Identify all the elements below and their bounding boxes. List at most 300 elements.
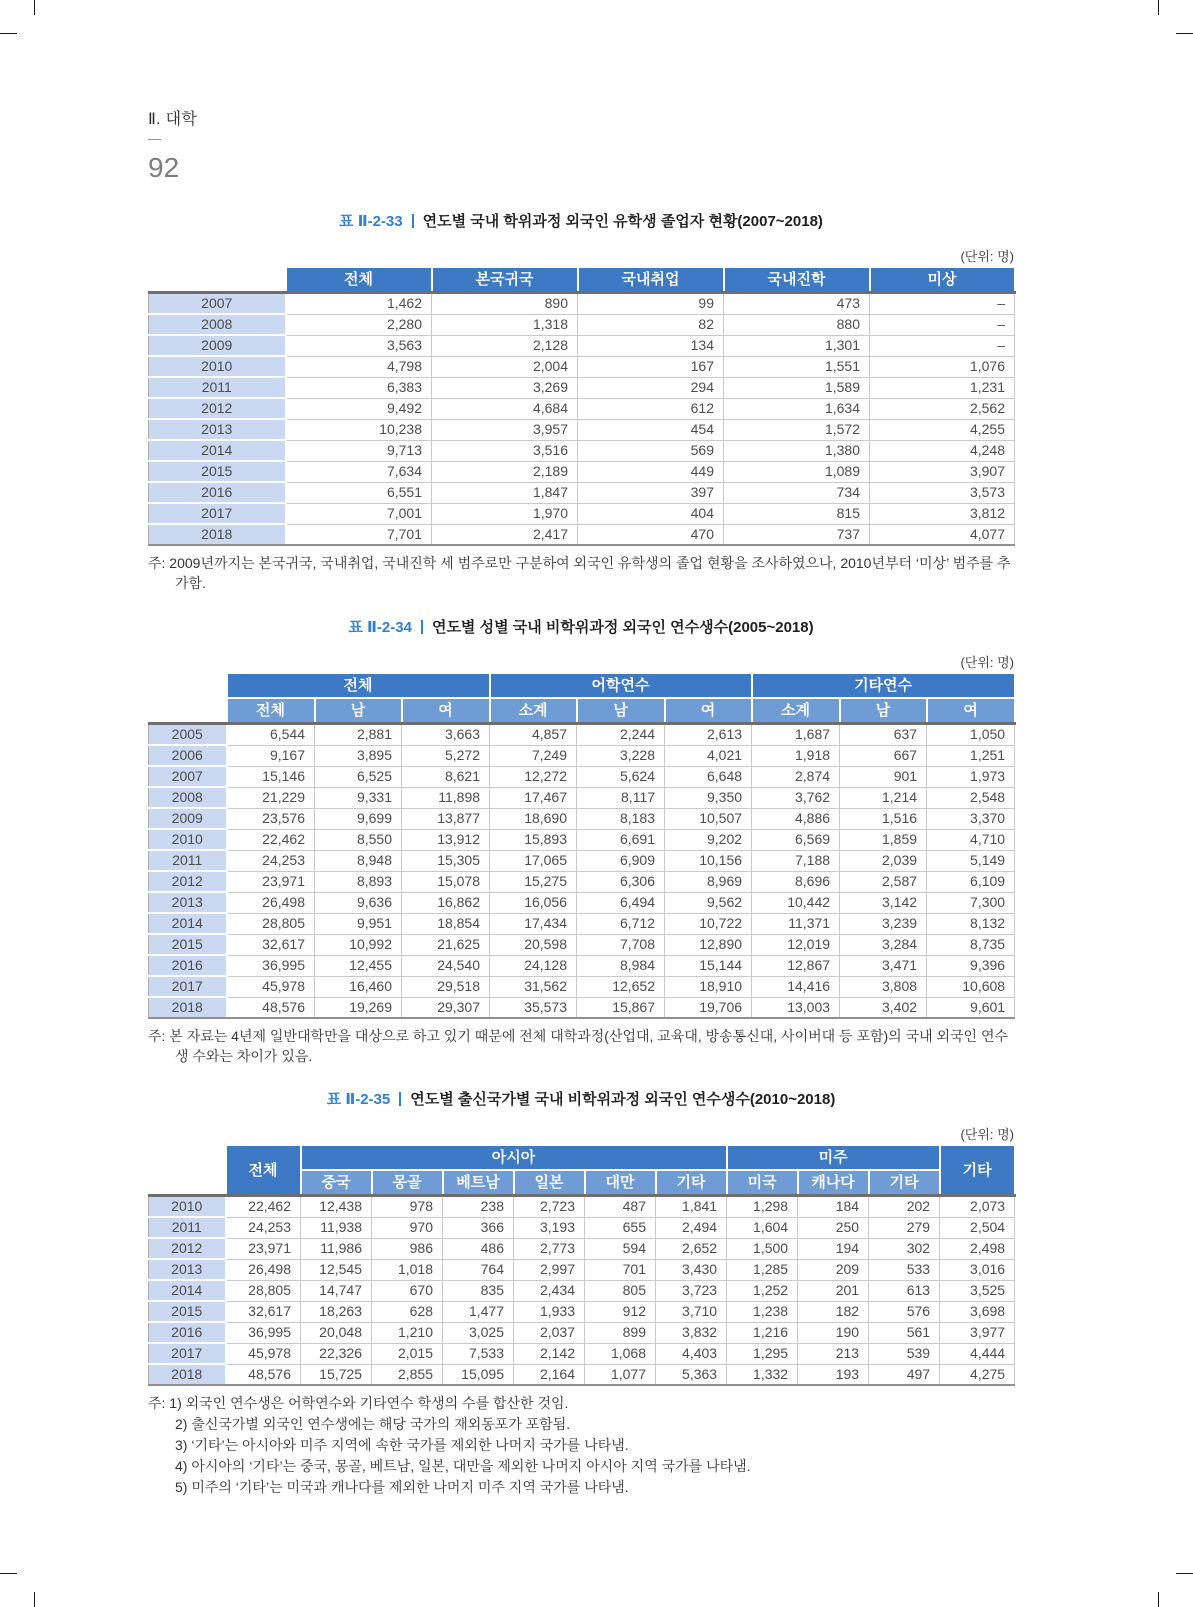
value-cell: 22,326 bbox=[301, 1343, 372, 1364]
value-cell: 12,438 bbox=[301, 1196, 372, 1218]
value-cell: 9,202 bbox=[665, 829, 752, 850]
column-header: 국내진학 bbox=[724, 268, 870, 293]
value-cell: 10,992 bbox=[315, 934, 402, 955]
table-row bbox=[149, 1343, 1015, 1364]
title-separator bbox=[421, 620, 423, 634]
value-cell: 3,957 bbox=[432, 419, 578, 440]
value-cell: 3,025 bbox=[443, 1322, 514, 1343]
value-cell: 302 bbox=[869, 1238, 940, 1259]
value-cell: 3,516 bbox=[432, 440, 578, 461]
value-cell: 8,117 bbox=[577, 787, 665, 808]
table2-note: 주: 본 자료는 4년제 일반대학만을 대상으로 하고 있기 때문에 전체 대학과정(산업대, 교육대, 방송통신대, 사이버대 등 포함)의 국내 외국인 연수생 수와는 차이가 있음. bbox=[148, 1028, 1009, 1064]
value-cell: 1,634 bbox=[724, 398, 870, 419]
value-cell: 1,380 bbox=[724, 440, 870, 461]
crop-mark-bottom-left-h bbox=[0, 1573, 17, 1574]
value-cell: 2,417 bbox=[432, 524, 578, 545]
value-cell: 12,867 bbox=[752, 955, 840, 976]
value-cell: 23,576 bbox=[227, 808, 315, 829]
year-cell: 2007 bbox=[149, 293, 286, 315]
value-cell: 9,492 bbox=[286, 398, 432, 419]
table3-body bbox=[149, 1196, 1015, 1386]
column-header: 여 bbox=[927, 698, 1015, 724]
value-cell: 2,494 bbox=[656, 1217, 727, 1238]
value-cell: 14,416 bbox=[752, 976, 840, 997]
value-cell: 1,251 bbox=[927, 745, 1015, 766]
value-cell: 3,228 bbox=[577, 745, 665, 766]
value-cell: 7,249 bbox=[490, 745, 577, 766]
value-cell: – bbox=[870, 314, 1015, 335]
table-row bbox=[149, 871, 1015, 892]
value-cell: 1,589 bbox=[724, 377, 870, 398]
value-cell: 1,970 bbox=[432, 503, 578, 524]
value-cell: 454 bbox=[578, 419, 724, 440]
value-cell: 835 bbox=[443, 1280, 514, 1301]
value-cell: 12,272 bbox=[490, 766, 577, 787]
value-cell: 9,167 bbox=[227, 745, 315, 766]
value-cell: 4,275 bbox=[940, 1364, 1015, 1385]
value-cell: 32,617 bbox=[226, 1301, 301, 1322]
value-cell: 2,142 bbox=[514, 1343, 585, 1364]
note-line: 5) 미주의 ‘기타’는 미국과 캐나다를 제외한 나머지 미주 지역 국가를 나타냄. bbox=[175, 1479, 629, 1495]
value-cell: 397 bbox=[578, 482, 724, 503]
value-cell: 7,533 bbox=[443, 1343, 514, 1364]
table1-header bbox=[149, 268, 1015, 293]
corner-cell bbox=[149, 268, 286, 293]
value-cell: 1,847 bbox=[432, 482, 578, 503]
table-row bbox=[149, 293, 1015, 315]
value-cell: 15,725 bbox=[301, 1364, 372, 1385]
value-cell: 3,710 bbox=[656, 1301, 727, 1322]
value-cell: 2,004 bbox=[432, 356, 578, 377]
table-row bbox=[149, 419, 1015, 440]
value-cell: 26,498 bbox=[227, 892, 315, 913]
value-cell: 8,948 bbox=[315, 850, 402, 871]
column-header: 기타 bbox=[869, 1170, 940, 1196]
value-cell: 45,978 bbox=[227, 976, 315, 997]
value-cell: 1,933 bbox=[514, 1301, 585, 1322]
group-header: 아시아 bbox=[301, 1146, 727, 1170]
value-cell: 167 bbox=[578, 356, 724, 377]
value-cell: 6,569 bbox=[752, 829, 840, 850]
table2-label: 표 Ⅱ-2-34 bbox=[348, 619, 412, 636]
year-cell: 2012 bbox=[149, 1238, 226, 1259]
table-row bbox=[149, 934, 1015, 955]
value-cell: 45,978 bbox=[226, 1343, 301, 1364]
value-cell: 12,890 bbox=[665, 934, 752, 955]
value-cell: 36,995 bbox=[227, 955, 315, 976]
value-cell: 1,295 bbox=[727, 1343, 798, 1364]
section-label: Ⅱ. 대학 bbox=[148, 111, 198, 128]
value-cell: 15,146 bbox=[227, 766, 315, 787]
value-cell: 6,383 bbox=[286, 377, 432, 398]
value-cell: 13,912 bbox=[402, 829, 490, 850]
table-row bbox=[149, 955, 1015, 976]
table-row bbox=[149, 997, 1015, 1018]
year-cell: 2010 bbox=[149, 829, 227, 850]
value-cell: 1,210 bbox=[372, 1322, 443, 1343]
value-cell: 2,652 bbox=[656, 1238, 727, 1259]
value-cell: 497 bbox=[869, 1364, 940, 1385]
value-cell: 18,690 bbox=[490, 808, 577, 829]
column-header: 전체 bbox=[226, 1146, 301, 1196]
value-cell: 890 bbox=[432, 293, 578, 315]
title-separator bbox=[412, 214, 414, 228]
value-cell: 22,462 bbox=[227, 829, 315, 850]
column-header: 미상 bbox=[870, 268, 1015, 293]
value-cell: 10,156 bbox=[665, 850, 752, 871]
value-cell: 3,471 bbox=[840, 955, 927, 976]
value-cell: 21,229 bbox=[227, 787, 315, 808]
value-cell: 655 bbox=[585, 1217, 656, 1238]
column-header: 미국 bbox=[727, 1170, 798, 1196]
section-dash: — bbox=[148, 131, 161, 146]
value-cell: 2,498 bbox=[940, 1238, 1015, 1259]
value-cell: 978 bbox=[372, 1196, 443, 1218]
value-cell: 2,128 bbox=[432, 335, 578, 356]
table-row bbox=[149, 314, 1015, 335]
value-cell: 2,855 bbox=[372, 1364, 443, 1385]
value-cell: 1,551 bbox=[724, 356, 870, 377]
value-cell: 764 bbox=[443, 1259, 514, 1280]
value-cell: 8,550 bbox=[315, 829, 402, 850]
value-cell: 213 bbox=[798, 1343, 869, 1364]
value-cell: 2,587 bbox=[840, 871, 927, 892]
year-cell: 2006 bbox=[149, 745, 227, 766]
value-cell: 1,462 bbox=[286, 293, 432, 315]
value-cell: 701 bbox=[585, 1259, 656, 1280]
year-cell: 2005 bbox=[149, 724, 227, 746]
value-cell: 970 bbox=[372, 1217, 443, 1238]
year-cell: 2018 bbox=[149, 1364, 226, 1385]
value-cell: 2,037 bbox=[514, 1322, 585, 1343]
value-cell: 576 bbox=[869, 1301, 940, 1322]
value-cell: 1,231 bbox=[870, 377, 1015, 398]
value-cell: 7,300 bbox=[927, 892, 1015, 913]
value-cell: 29,518 bbox=[402, 976, 490, 997]
value-cell: 14,747 bbox=[301, 1280, 372, 1301]
table-row bbox=[149, 850, 1015, 871]
value-cell: 15,144 bbox=[665, 955, 752, 976]
value-cell: 3,430 bbox=[656, 1259, 727, 1280]
column-header: 본국귀국 bbox=[432, 268, 578, 293]
table-row bbox=[149, 913, 1015, 934]
value-cell: 1,318 bbox=[432, 314, 578, 335]
table-row bbox=[149, 1196, 1015, 1218]
year-cell: 2015 bbox=[149, 934, 227, 955]
value-cell: 8,183 bbox=[577, 808, 665, 829]
value-cell: 2,244 bbox=[577, 724, 665, 746]
value-cell: 449 bbox=[578, 461, 724, 482]
value-cell: 3,193 bbox=[514, 1217, 585, 1238]
table-row bbox=[149, 440, 1015, 461]
value-cell: 4,798 bbox=[286, 356, 432, 377]
table-row bbox=[149, 482, 1015, 503]
table3-header bbox=[149, 1146, 1015, 1196]
value-cell: 3,525 bbox=[940, 1280, 1015, 1301]
table-row bbox=[149, 1364, 1015, 1385]
value-cell: 569 bbox=[578, 440, 724, 461]
value-cell: 986 bbox=[372, 1238, 443, 1259]
year-cell: 2011 bbox=[149, 377, 286, 398]
table-row bbox=[149, 461, 1015, 482]
column-header: 전체 bbox=[227, 698, 315, 724]
value-cell: 28,805 bbox=[227, 913, 315, 934]
value-cell: 1,076 bbox=[870, 356, 1015, 377]
value-cell: 82 bbox=[578, 314, 724, 335]
value-cell: 1,018 bbox=[372, 1259, 443, 1280]
value-cell: 15,893 bbox=[490, 829, 577, 850]
value-cell: 3,808 bbox=[840, 976, 927, 997]
table-row bbox=[149, 398, 1015, 419]
value-cell: 7,708 bbox=[577, 934, 665, 955]
year-cell: 2018 bbox=[149, 524, 286, 545]
table-row bbox=[149, 1217, 1015, 1238]
table1-label: 표 Ⅱ-2-33 bbox=[339, 213, 403, 230]
note-line: 2) 출신국가별 외국인 연수생에는 해당 국가의 재외동포가 포함됨. bbox=[175, 1416, 571, 1432]
value-cell: 19,706 bbox=[665, 997, 752, 1018]
value-cell: 4,248 bbox=[870, 440, 1015, 461]
value-cell: 279 bbox=[869, 1217, 940, 1238]
value-cell: 880 bbox=[724, 314, 870, 335]
value-cell: 1,918 bbox=[752, 745, 840, 766]
column-header: 몽골 bbox=[372, 1170, 443, 1196]
column-header: 전체 bbox=[286, 268, 432, 293]
value-cell: 190 bbox=[798, 1322, 869, 1343]
group-header: 전체 bbox=[227, 674, 490, 698]
year-cell: 2014 bbox=[149, 1280, 226, 1301]
value-cell: 4,710 bbox=[927, 829, 1015, 850]
column-header: 대만 bbox=[585, 1170, 656, 1196]
value-cell: 48,576 bbox=[226, 1364, 301, 1385]
table2-title bbox=[148, 616, 1014, 637]
value-cell: 10,608 bbox=[927, 976, 1015, 997]
value-cell: 1,477 bbox=[443, 1301, 514, 1322]
value-cell: 18,263 bbox=[301, 1301, 372, 1322]
value-cell: 10,238 bbox=[286, 419, 432, 440]
value-cell: 912 bbox=[585, 1301, 656, 1322]
year-cell: 2017 bbox=[149, 1343, 226, 1364]
value-cell: 6,494 bbox=[577, 892, 665, 913]
column-header: 국내취업 bbox=[578, 268, 724, 293]
value-cell: 2,039 bbox=[840, 850, 927, 871]
value-cell: 12,455 bbox=[315, 955, 402, 976]
group-header: 미주 bbox=[727, 1146, 940, 1170]
value-cell: 9,636 bbox=[315, 892, 402, 913]
value-cell: 16,862 bbox=[402, 892, 490, 913]
note-line: 4) 아시아의 ‘기타’는 중국, 몽골, 베트남, 일본, 대만을 제외한 나머지 아시아 지역 국가를 나타냄. bbox=[175, 1458, 751, 1474]
year-cell: 2017 bbox=[149, 976, 227, 997]
value-cell: 1,285 bbox=[727, 1259, 798, 1280]
table3-unit-label: (단위: 명) bbox=[960, 1127, 1014, 1142]
year-cell: 2010 bbox=[149, 356, 286, 377]
value-cell: 8,621 bbox=[402, 766, 490, 787]
value-cell: 3,723 bbox=[656, 1280, 727, 1301]
value-cell: 366 bbox=[443, 1217, 514, 1238]
year-cell: 2011 bbox=[149, 1217, 226, 1238]
year-cell: 2011 bbox=[149, 850, 227, 871]
table3-title-text: 연도별 출신국가별 국내 비학위과정 외국인 연수생수(2010~2018) bbox=[410, 1091, 836, 1108]
value-cell: 487 bbox=[585, 1196, 656, 1218]
column-header: 기타 bbox=[656, 1170, 727, 1196]
value-cell: 667 bbox=[840, 745, 927, 766]
value-cell: 3,907 bbox=[870, 461, 1015, 482]
value-cell: 11,371 bbox=[752, 913, 840, 934]
value-cell: 184 bbox=[798, 1196, 869, 1218]
value-cell: 5,363 bbox=[656, 1364, 727, 1385]
column-header: 여 bbox=[402, 698, 490, 724]
value-cell: 3,563 bbox=[286, 335, 432, 356]
value-cell: 202 bbox=[869, 1196, 940, 1218]
value-cell: 2,997 bbox=[514, 1259, 585, 1280]
value-cell: 8,735 bbox=[927, 934, 1015, 955]
table3-title bbox=[148, 1088, 1014, 1109]
crop-mark-top-left-h bbox=[0, 33, 17, 34]
table2-header bbox=[149, 674, 1015, 724]
value-cell: 9,951 bbox=[315, 913, 402, 934]
value-cell: 737 bbox=[724, 524, 870, 545]
value-cell: 17,434 bbox=[490, 913, 577, 934]
value-cell: 3,573 bbox=[870, 482, 1015, 503]
value-cell: 6,712 bbox=[577, 913, 665, 934]
corner-cell bbox=[149, 1146, 226, 1196]
year-cell: 2013 bbox=[149, 419, 286, 440]
value-cell: 12,652 bbox=[577, 976, 665, 997]
table1-title-text: 연도별 국내 학위과정 외국인 유학생 졸업자 현황(2007~2018) bbox=[422, 213, 823, 230]
value-cell: 5,624 bbox=[577, 766, 665, 787]
value-cell: 1,050 bbox=[927, 724, 1015, 746]
value-cell: 7,001 bbox=[286, 503, 432, 524]
value-cell: 4,444 bbox=[940, 1343, 1015, 1364]
value-cell: 15,305 bbox=[402, 850, 490, 871]
value-cell: 22,462 bbox=[226, 1196, 301, 1218]
value-cell: 486 bbox=[443, 1238, 514, 1259]
table-trainees-by-country bbox=[148, 1146, 1016, 1386]
table-row bbox=[149, 808, 1015, 829]
value-cell: 182 bbox=[798, 1301, 869, 1322]
year-cell: 2016 bbox=[149, 955, 227, 976]
value-cell: 4,886 bbox=[752, 808, 840, 829]
value-cell: 4,403 bbox=[656, 1343, 727, 1364]
crop-mark-top-right-v bbox=[1158, 0, 1159, 15]
value-cell: 9,350 bbox=[665, 787, 752, 808]
table3-label: 표 Ⅱ-2-35 bbox=[326, 1091, 391, 1108]
value-cell: 21,625 bbox=[402, 934, 490, 955]
value-cell: 11,898 bbox=[402, 787, 490, 808]
value-cell: 2,073 bbox=[940, 1196, 1015, 1218]
value-cell: 4,077 bbox=[870, 524, 1015, 545]
value-cell: 1,298 bbox=[727, 1196, 798, 1218]
value-cell: 3,895 bbox=[315, 745, 402, 766]
value-cell: 26,498 bbox=[226, 1259, 301, 1280]
value-cell: 9,601 bbox=[927, 997, 1015, 1018]
year-cell: 2018 bbox=[149, 997, 227, 1018]
value-cell: 470 bbox=[578, 524, 724, 545]
value-cell: 2,548 bbox=[927, 787, 1015, 808]
value-cell: 628 bbox=[372, 1301, 443, 1322]
value-cell: 637 bbox=[840, 724, 927, 746]
value-cell: 24,540 bbox=[402, 955, 490, 976]
value-cell: 8,984 bbox=[577, 955, 665, 976]
column-header: 캐나다 bbox=[798, 1170, 869, 1196]
value-cell: 901 bbox=[840, 766, 927, 787]
value-cell: 35,573 bbox=[490, 997, 577, 1018]
value-cell: 134 bbox=[578, 335, 724, 356]
value-cell: 561 bbox=[869, 1322, 940, 1343]
table-row bbox=[149, 1280, 1015, 1301]
year-cell: 2008 bbox=[149, 787, 227, 808]
value-cell: 29,307 bbox=[402, 997, 490, 1018]
value-cell: 15,867 bbox=[577, 997, 665, 1018]
value-cell: 1,238 bbox=[727, 1301, 798, 1322]
table-row bbox=[149, 787, 1015, 808]
year-cell: 2012 bbox=[149, 398, 286, 419]
table-graduates-by-year bbox=[148, 268, 1016, 546]
value-cell: 1,301 bbox=[724, 335, 870, 356]
value-cell: 10,507 bbox=[665, 808, 752, 829]
value-cell: 899 bbox=[585, 1322, 656, 1343]
year-cell: 2008 bbox=[149, 314, 286, 335]
value-cell: 1,216 bbox=[727, 1322, 798, 1343]
value-cell: 8,696 bbox=[752, 871, 840, 892]
value-cell: 1,214 bbox=[840, 787, 927, 808]
column-header: 기타 bbox=[940, 1146, 1015, 1196]
column-header: 중국 bbox=[301, 1170, 372, 1196]
value-cell: 2,189 bbox=[432, 461, 578, 482]
value-cell: 6,109 bbox=[927, 871, 1015, 892]
column-header: 남 bbox=[840, 698, 927, 724]
value-cell: 15,095 bbox=[443, 1364, 514, 1385]
value-cell: 734 bbox=[724, 482, 870, 503]
value-cell: 2,504 bbox=[940, 1217, 1015, 1238]
value-cell: 12,019 bbox=[752, 934, 840, 955]
year-cell: 2016 bbox=[149, 1322, 226, 1343]
value-cell: 3,762 bbox=[752, 787, 840, 808]
value-cell: 10,722 bbox=[665, 913, 752, 934]
value-cell: 1,252 bbox=[727, 1280, 798, 1301]
table2-unit-label: (단위: 명) bbox=[960, 655, 1014, 670]
note-line: 3) ‘기타’는 아시아와 미주 지역에 속한 국가를 제외한 나머지 국가를 나타냄. bbox=[175, 1437, 629, 1453]
value-cell: 1,841 bbox=[656, 1196, 727, 1218]
value-cell: 3,812 bbox=[870, 503, 1015, 524]
value-cell: 7,634 bbox=[286, 461, 432, 482]
value-cell: 23,971 bbox=[226, 1238, 301, 1259]
table-row bbox=[149, 377, 1015, 398]
table-trainees-by-gender bbox=[148, 674, 1016, 1019]
value-cell: 2,874 bbox=[752, 766, 840, 787]
column-header: 베트남 bbox=[443, 1170, 514, 1196]
year-cell: 2015 bbox=[149, 1301, 226, 1322]
year-cell: 2017 bbox=[149, 503, 286, 524]
value-cell: 9,699 bbox=[315, 808, 402, 829]
year-cell: 2013 bbox=[149, 892, 227, 913]
value-cell: 2,613 bbox=[665, 724, 752, 746]
value-cell: 8,893 bbox=[315, 871, 402, 892]
table-row bbox=[149, 1238, 1015, 1259]
value-cell: – bbox=[870, 335, 1015, 356]
value-cell: 2,434 bbox=[514, 1280, 585, 1301]
value-cell: 3,269 bbox=[432, 377, 578, 398]
value-cell: 6,306 bbox=[577, 871, 665, 892]
value-cell: 3,832 bbox=[656, 1322, 727, 1343]
value-cell: 17,065 bbox=[490, 850, 577, 871]
table-row bbox=[149, 829, 1015, 850]
table-row bbox=[149, 503, 1015, 524]
table2-body bbox=[149, 724, 1015, 1019]
table-row bbox=[149, 1259, 1015, 1280]
table2-title-text: 연도별 성별 국내 비학위과정 외국인 연수생수(2005~2018) bbox=[431, 619, 814, 636]
value-cell: 8,969 bbox=[665, 871, 752, 892]
value-cell: 3,142 bbox=[840, 892, 927, 913]
